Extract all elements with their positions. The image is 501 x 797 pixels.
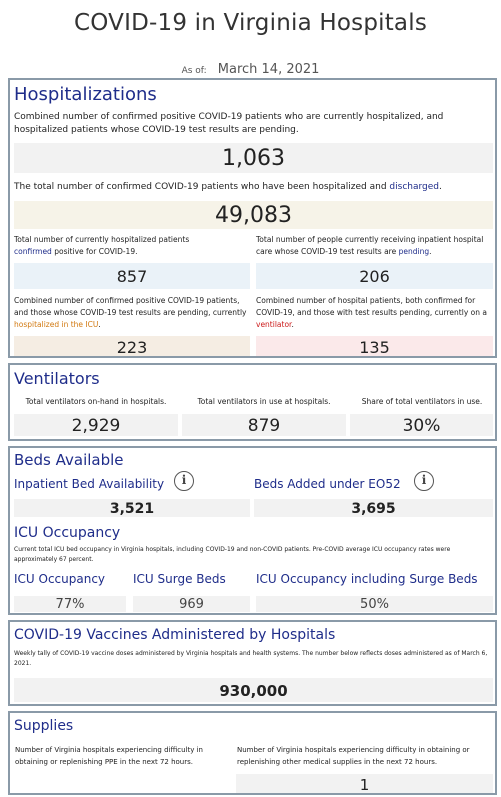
hospitalized-description: Combined number of confirmed positive COVID-19 patients who are currently hospitalized, and hospitalized patients whose COVID-19 test results are pending. — [14, 112, 444, 135]
hospitalizations-title: Hospitalizations — [14, 84, 157, 105]
ventilators-title: Ventilators — [14, 369, 100, 388]
pending-value: 206 — [256, 263, 493, 289]
vaccines-panel — [8, 620, 497, 706]
icu-hospitalized-description: Combined number of confirmed positive COVID-19 patients, and those whose COVID-19 test results are pending, currently hospitalized in the ICU. — [14, 296, 247, 329]
beds-title: Beds Available — [14, 451, 124, 469]
ventilator-patients-value: 135 — [256, 336, 493, 356]
inpatient-info-icon[interactable]: i — [174, 471, 194, 491]
vaccines-description: Weekly tally of COVID-19 vaccine doses administered by Virginia hospitals and health systems. The number below reflects doses administered as of March 6, 2021. — [14, 650, 488, 667]
beds-panel — [8, 446, 497, 615]
supplies-other-value: 1 — [236, 774, 493, 793]
supplies-other-label: Number of Virginia hospitals experiencing difficulty in obtaining or replenishing other medical supplies in the next 72 hours. — [237, 746, 470, 766]
page-title: COVID-19 in Virginia Hospitals — [74, 10, 427, 36]
vent-share-value: 30% — [350, 414, 493, 436]
confirmed-description: Total number of currently hospitalized patients confirmed positive for COVID-19. — [14, 235, 190, 256]
inpatient-bed-label: Inpatient Bed Availability — [14, 477, 165, 491]
icu-surge-value: 969 — [133, 596, 250, 612]
icu-surge-label: ICU Surge Beds — [133, 572, 226, 586]
discharged-link-text: discharged — [389, 182, 439, 192]
vent-onhand-label: Total ventilators on-hand in hospitals. — [25, 397, 167, 406]
ventilator-patients-description: Combined number of hospital patients, both confirmed for COVID-19, and those with test results pending, currently on a ventilator. — [256, 296, 487, 329]
supplies-title: Supplies — [14, 718, 74, 734]
beds-added-info-icon[interactable]: i — [414, 471, 434, 491]
vaccines-title: COVID-19 Vaccines Administered by Hospitals — [14, 627, 336, 643]
inpatient-bed-value: 3,521 — [14, 499, 250, 517]
icu-link-text: hospitalized in the ICU — [14, 320, 99, 329]
icu-occupancy-value: 77% — [14, 596, 126, 612]
confirmed-link-text: confirmed — [14, 247, 52, 256]
ventilator-link-text: ventilator — [256, 320, 292, 329]
pending-description: Total number of people currently receiving inpatient hospital care whose COVID-19 test results are pending. — [256, 235, 484, 256]
discharged-description: The total number of confirmed COVID-19 patients who have been hospitalized and discharged. — [14, 182, 442, 192]
supplies-ppe-label: Number of Virginia hospitals experiencing difficulty in obtaining or replenishing PPE in the next 72 hours. — [15, 746, 203, 766]
ventilators-panel — [8, 363, 497, 441]
hospitalized-value: 1,063 — [14, 143, 493, 173]
vaccines-value: 930,000 — [14, 678, 493, 702]
icu-occupancy-title: ICU Occupancy — [14, 525, 121, 541]
beds-added-value: 3,695 — [254, 499, 493, 517]
vent-onhand-value: 2,929 — [14, 414, 178, 436]
vent-inuse-label: Total ventilators in use at hospitals. — [197, 397, 331, 406]
beds-added-label: Beds Added under EO52 — [254, 477, 401, 491]
as-of-row — [0, 58, 501, 77]
as-of-date: March 14, 2021 — [217, 62, 320, 77]
vent-inuse-value: 879 — [182, 414, 346, 436]
icu-hospitalized-value: 223 — [14, 336, 250, 356]
discharged-value: 49,083 — [14, 201, 493, 229]
supplies-panel — [8, 711, 497, 795]
icu-occupancy-label: ICU Occupancy — [14, 572, 106, 586]
icu-incl-surge-label: ICU Occupancy including Surge Beds — [256, 572, 478, 586]
icu-occupancy-description: Current total ICU bed occupancy in Virginia hospitals, including COVID-19 and non-COVID patients. Pre-COVID average ICU occupancy rates were approximately 67 percent. — [14, 546, 451, 563]
vent-share-label: Share of total ventilators in use. — [361, 397, 483, 406]
hospitalizations-panel — [8, 78, 497, 358]
icu-incl-surge-value: 50% — [256, 596, 493, 612]
as-of-label: As of: — [181, 66, 207, 76]
pending-link-text: pending — [398, 247, 430, 256]
confirmed-value: 857 — [14, 263, 250, 289]
